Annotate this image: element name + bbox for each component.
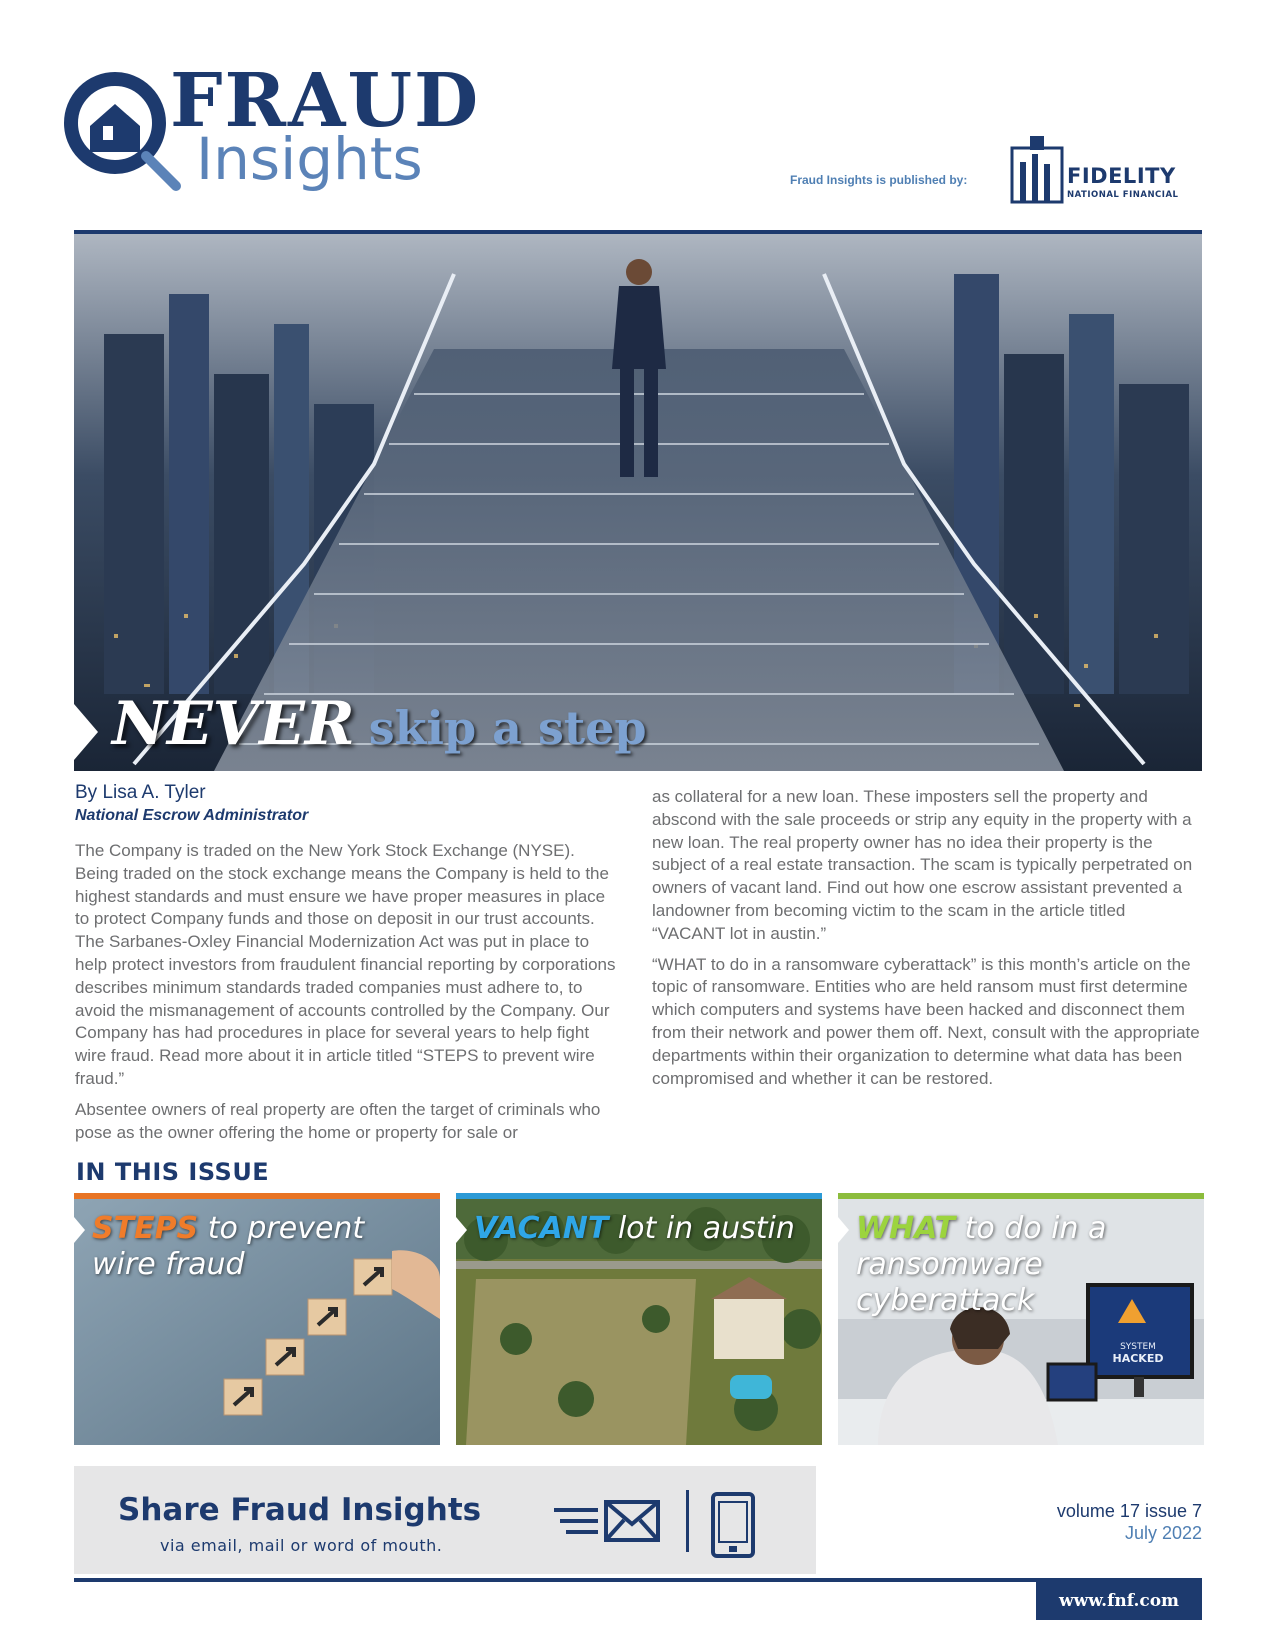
card-title [92,1211,432,1283]
article-paragraph: Absentee owners of real property are often the target of criminals who pose as the owner offering the home or property for sale or [75,1099,601,1142]
hero-banner [74,234,1202,771]
card-arrow-icon [456,1217,467,1243]
issue-card-ransomware[interactable] [838,1193,1204,1445]
issue-card-steps[interactable] [74,1193,440,1445]
screen-system-text: SYSTEM [1120,1342,1156,1352]
share-box [74,1466,816,1574]
card-title-highlight: STEPS [92,1211,199,1246]
issue-info [1057,1500,1202,1544]
card-arrow-icon [838,1217,849,1243]
logo-fraud-text: FRAUD [170,58,481,144]
hero-title-skip: skip a step [368,701,647,755]
article-column-left [75,840,617,1152]
publisher-subtitle: NATIONAL FINANCIAL [1067,190,1179,200]
fidelity-logo [1010,134,1200,204]
card-title-rest: to do in a ransomware cyberattack [856,1211,1107,1318]
card-title-rest: to prevent wire fraud [92,1211,365,1282]
published-by-label: Fraud Insights is published by: [790,173,968,187]
building-icon [1010,134,1066,204]
author-byline: By Lisa A. Tyler [75,782,206,803]
fraud-insights-logo [60,58,481,204]
email-icon[interactable] [554,1498,662,1544]
card-title-rest: lot in austin [608,1211,795,1246]
card-title [474,1211,814,1247]
hero-arrow-icon [74,704,98,760]
volume-label: volume 17 issue 7 [1056,1501,1202,1521]
article-column-right [652,786,1202,1098]
hero-title-never: NEVER [112,689,355,759]
bottom-divider [74,1578,1202,1582]
share-title: Share Fraud Insights [118,1492,482,1528]
screen-hacked-text: HACKED [1112,1352,1164,1365]
card-title-highlight: VACANT [474,1211,609,1246]
phone-icon[interactable] [711,1492,755,1558]
article-paragraph: The Company is traded on the New York Stock Exchange (NYSE). Being traded on the stock exchange means the Company is held to the highest standards and must ensure we have proper measures in place to protect Company funds and those on deposit in our trust accounts. The Sarbanes-Oxley Financial Modernization Act was put in place to help protect investors from fraudulent financial reporting by corporations describes minimum standards traded companies must adhere to, to avoid the mismanagement of accounts controlled by the Company. Our Company has had procedures in place for several years to help fight wire fraud. Read more about it in article titled “STEPS to prevent wire fraud.” [75,841,616,1088]
card-arrow-icon [74,1217,85,1243]
hero-title [112,689,647,759]
card-title-highlight: WHAT [856,1211,956,1246]
share-subtitle: via email, mail or word of mouth. [160,1536,443,1555]
author-title: National Escrow Administrator [75,807,309,824]
website-link[interactable]: www.fnf.com [1036,1582,1202,1620]
issue-date: July 2022 [1124,1523,1202,1543]
share-divider [686,1490,689,1552]
logo-insights-text: Insights [196,125,423,193]
article-paragraph: “WHAT to do in a ransomware cyberattack” is this month’s article on the topic of ransomware. Entities who are held ransom must first determine which computers and systems have been hacked and disconnect them from their network and power them off. Next, consult with the appropriate departments within their organization to determine what data has been compromised and whether it can be restored. [652,954,1200,1088]
publisher-name: FIDELITY [1067,164,1176,188]
card-title [856,1211,1196,1319]
article-paragraph: as collateral for a new loan. These imposters sell the property and abscond with the sale proceeds or strip any equity in the property with a new loan. The real property owner has no idea their property is the subject of a real estate transaction. The scam is typically perpetrated on owners of vacant land. Find out how one escrow assistant prevented a landowner from becoming victim to the scam in the article titled “VACANT lot in austin.” [652,787,1193,943]
in-this-issue-heading: IN THIS ISSUE [76,1158,270,1186]
issue-card-vacant[interactable] [456,1193,822,1445]
